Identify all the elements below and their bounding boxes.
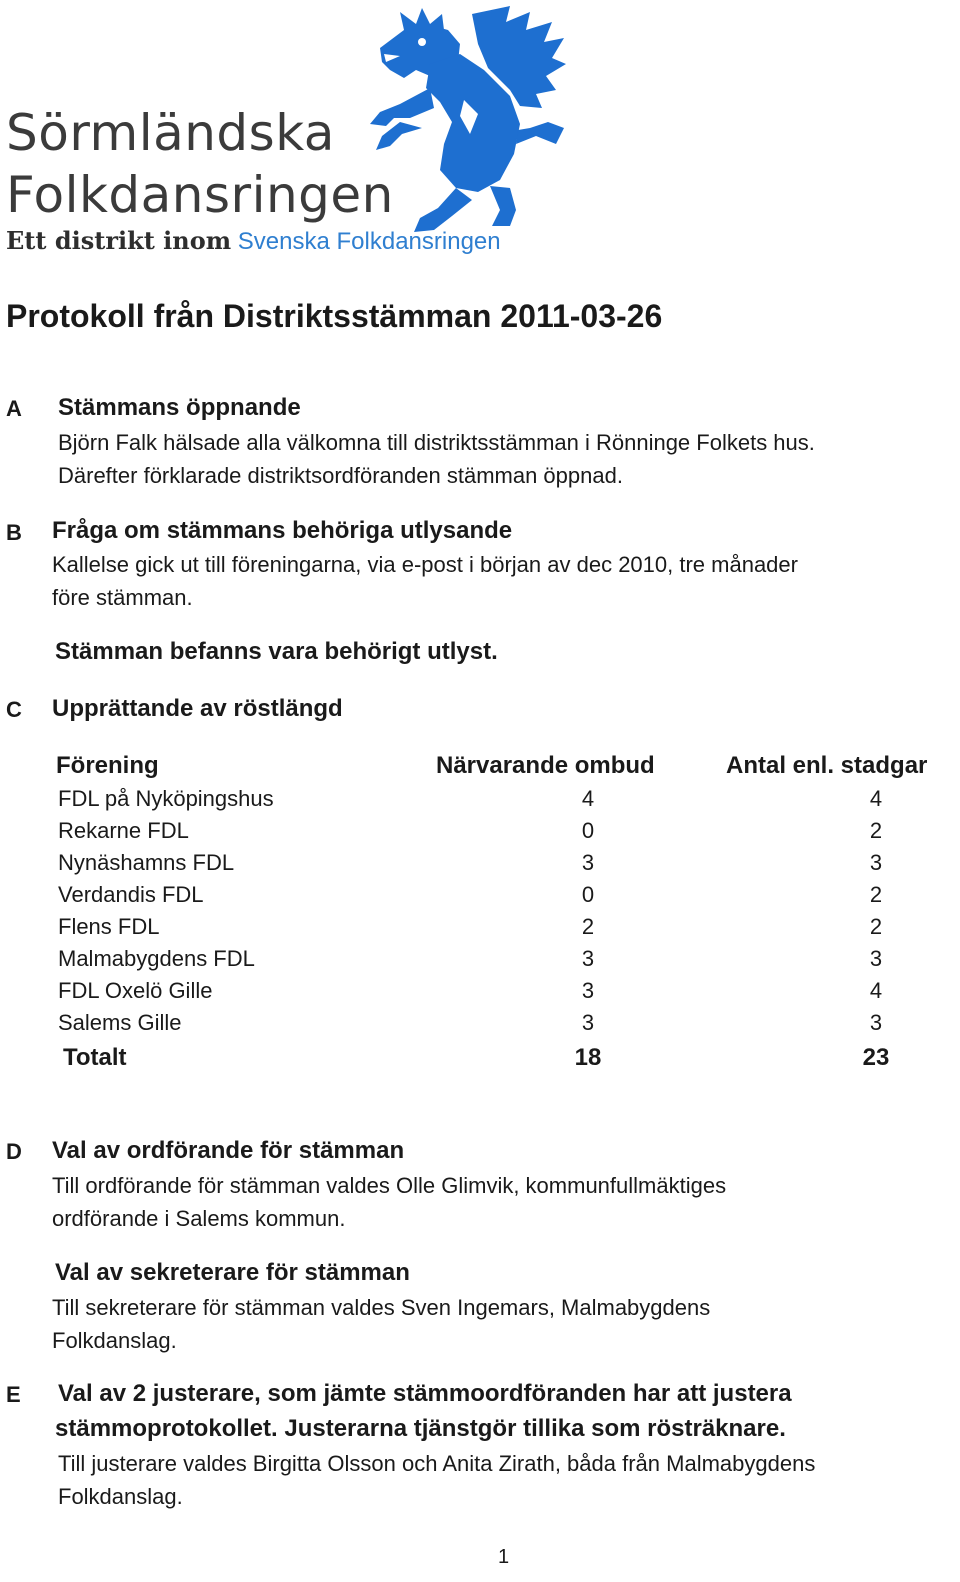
table-cell-narvarande: 2 [581, 914, 595, 939]
section-e-letter: E [6, 1382, 21, 1407]
table-cell-forening: Rekarne FDL [58, 818, 189, 843]
table-header-narvarande-ombud: Närvarande ombud [436, 752, 655, 779]
table-cell-antal: 4 [869, 978, 883, 1003]
table-row [0, 914, 960, 946]
table-row [0, 786, 960, 818]
section-e-line-1: Till justerare valdes Birgitta Olsson och Anita Zirath, båda från Malmabygdens [58, 1451, 816, 1476]
table-total-narvarande: 18 [574, 1044, 602, 1071]
section-b-letter: B [6, 520, 22, 545]
table-cell-narvarande: 3 [581, 850, 595, 875]
table-cell-antal: 2 [869, 882, 883, 907]
table-cell-forening: FDL Oxelö Gille [58, 978, 213, 1003]
table-cell-narvarande: 4 [581, 786, 595, 811]
table-total-row [0, 1044, 960, 1076]
section-d-letter: D [6, 1139, 22, 1164]
table-total-label: Totalt [63, 1044, 127, 1071]
logo-line-2: Folkdansringen [6, 166, 394, 224]
table-cell-forening: FDL på Nyköpingshus [58, 786, 274, 811]
section-d-heading-2: Val av sekreterare för stämman [55, 1259, 410, 1286]
table-cell-antal: 4 [869, 786, 883, 811]
section-e-heading-line-1: Val av 2 justerare, som jämte stämmoordföranden har att justera [58, 1380, 792, 1407]
logo-tagline-blue: Svenska Folkdansringen [237, 228, 501, 255]
section-b-conclusion: Stämman befanns vara behörigt utlyst. [55, 638, 498, 665]
section-d-line-3: Till sekreterare för stämman valdes Sven Ingemars, Malmabygdens [52, 1295, 711, 1320]
section-d-line-1: Till ordförande för stämman valdes Olle Glimvik, kommunfullmäktiges [52, 1173, 727, 1198]
table-row [0, 978, 960, 1010]
section-b-heading: Fråga om stämmans behöriga utlysande [52, 517, 513, 544]
table-cell-antal: 2 [869, 914, 883, 939]
table-row [0, 850, 960, 882]
section-d-line-4: Folkdanslag. [52, 1328, 177, 1353]
table-cell-antal: 3 [869, 946, 883, 971]
table-cell-forening: Verdandis FDL [58, 882, 204, 907]
table-cell-forening: Flens FDL [58, 914, 160, 939]
table-cell-narvarande: 3 [581, 1010, 595, 1035]
table-cell-forening: Nynäshamns FDL [58, 850, 235, 875]
table-cell-narvarande: 3 [581, 946, 595, 971]
table-cell-narvarande: 3 [581, 978, 595, 1003]
section-e-heading-line-2: stämmoprotokollet. Justerarna tjänstgör tillika som rösträknare. [55, 1415, 786, 1442]
table-cell-forening: Salems Gille [58, 1010, 182, 1035]
page-number: 1 [498, 1546, 510, 1568]
table-total-antal: 23 [862, 1044, 890, 1071]
page-title: Protokoll från Distriktsstämman 2011-03-26 [6, 298, 663, 334]
logo-line-1: Sörmländska [6, 104, 335, 162]
section-b-line-2: före stämman. [52, 585, 193, 610]
table-cell-antal: 2 [869, 818, 883, 843]
section-e-line-2: Folkdanslag. [58, 1484, 183, 1509]
table-cell-forening: Malmabygdens FDL [58, 946, 255, 971]
logo-tagline [6, 226, 501, 256]
table-row [0, 946, 960, 978]
logo [0, 0, 600, 270]
logo-tagline-dark: Ett distrikt inom [6, 226, 232, 255]
section-c-heading: Upprättande av röstlängd [52, 695, 343, 722]
section-a-line-1: Björn Falk hälsade alla välkomna till distriktsstämman i Rönninge Folkets hus. [58, 430, 815, 455]
table-cell-antal: 3 [869, 850, 883, 875]
table-row [0, 1010, 960, 1042]
table-cell-narvarande: 0 [581, 818, 595, 843]
table-cell-antal: 3 [869, 1010, 883, 1035]
section-b-line-1: Kallelse gick ut till föreningarna, via e-post i början av dec 2010, tre månader [52, 552, 798, 577]
section-a-line-2: Därefter förklarade distriktsordföranden stämman öppnad. [58, 463, 623, 488]
section-a-heading: Stämmans öppnande [58, 394, 301, 421]
table-row [0, 818, 960, 850]
table-row [0, 882, 960, 914]
table-cell-narvarande: 0 [581, 882, 595, 907]
section-a-letter: A [6, 396, 22, 421]
table-header-forening: Förening [56, 752, 159, 779]
section-c-letter: C [6, 697, 22, 722]
section-d-heading: Val av ordförande för stämman [52, 1137, 405, 1164]
section-d-line-2: ordförande i Salems kommun. [52, 1206, 346, 1231]
table-header-antal-enl-stadgar: Antal enl. stadgar [726, 752, 928, 779]
